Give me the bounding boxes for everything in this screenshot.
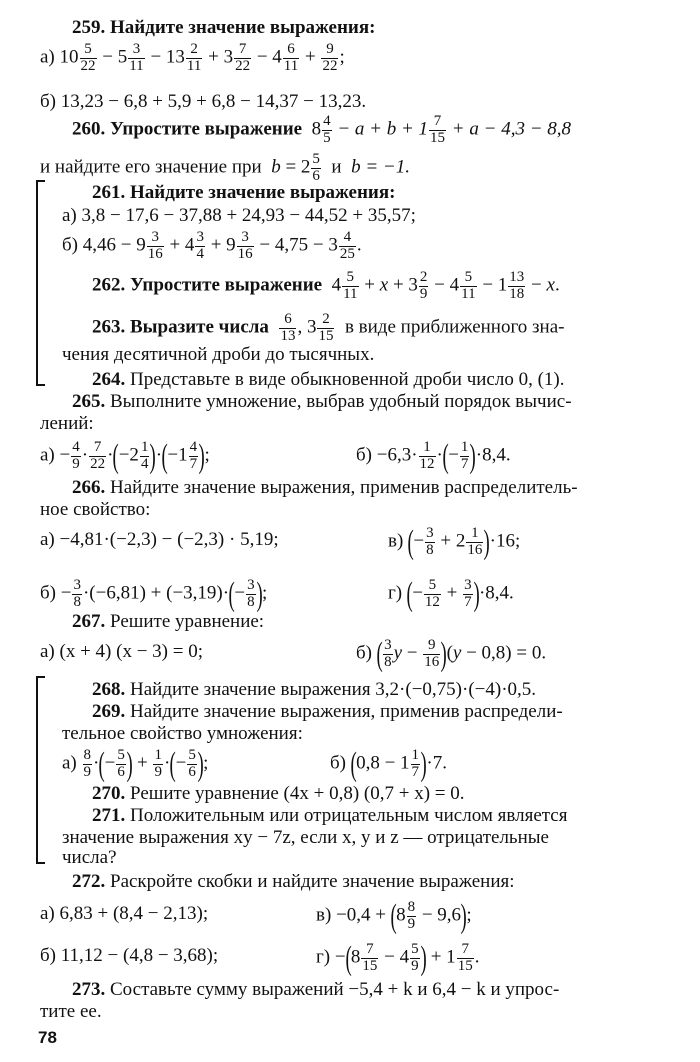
problem-269-line2: тельное свойство умножения: xyxy=(62,723,303,744)
problem-272-a: а) 6,83 + (8,4 − 2,13); xyxy=(40,903,209,924)
label-v: в) xyxy=(316,904,332,926)
problem-number: 273. xyxy=(72,979,106,1000)
problem-259-title: 259. Найдите значение выражения: xyxy=(72,17,376,38)
label-b: б) xyxy=(356,642,372,664)
expression-part: − a + b + 1 xyxy=(337,118,429,140)
problem-number: 267. xyxy=(72,611,106,632)
problem-267-a: а) (x + 4) (x − 3) = 0; xyxy=(40,641,203,662)
problem-260-title: 260. Упростите выражение xyxy=(72,118,303,140)
problem-260-line1: 260. Упростите выражение 8 $\frac{4}{5}$ − a + b + 1 $\frac{7}{15}$ + a − 4,3 − 8,8 xyxy=(72,113,572,146)
problem-260-line2: и найдите его значение при b = 2 $\frac{5}{6}$ и b = −1. xyxy=(40,151,410,184)
label-b: б) xyxy=(40,582,56,604)
text: и xyxy=(331,156,342,178)
problem-259-a: а) 10 $\frac{5}{22}$ − 5 $\frac{3}{11}$ − 13 $\frac{2}{11}$ + 3 $\frac{7}{22}$ − 4 $\frac{6}{11}$ + $\frac{9}{22}$ ; xyxy=(40,41,345,74)
problem-267-b: б) ( $\frac{3}{8}$ y − $\frac{9}{16}$ )(y − 0,8) = 0. xyxy=(356,635,547,673)
problem-number: 271. xyxy=(92,805,126,826)
problem-number: 261. xyxy=(92,182,126,203)
label-b: б) xyxy=(40,91,56,112)
problem-number: 272. xyxy=(72,871,106,892)
label-v: в) xyxy=(388,530,404,552)
problem-269-b: б) (0,8 − 1 $\frac{1}{7}$ )·7. xyxy=(330,745,447,783)
problem-262-title: 262. Упростите выражение xyxy=(92,274,323,296)
problem-number: 270. xyxy=(92,783,126,804)
problem-263-line1: 263. Выразите числа $\frac{6}{13}$ , 3 $\frac{2}{15}$ в виде приближенного зна- xyxy=(92,311,565,344)
problem-number: 268. xyxy=(92,679,126,700)
problem-273-line1: 273. Составьте сумму выражений −5,4 + k и 6,4 − k и упрос- xyxy=(72,979,560,1000)
problem-265-b: б) −6,3· $\frac{1}{12}$ ·(− $\frac{1}{7}$ )·8,4. xyxy=(356,437,511,475)
section-bracket xyxy=(36,676,45,864)
problem-273-line2: тите ее. xyxy=(40,1001,102,1022)
problem-270: 270. Решите уравнение (4x + 0,8) (0,7 + x) = 0. xyxy=(92,783,465,804)
problem-263-line2: чения десятичной дроби до тысячных. xyxy=(62,344,375,365)
problem-269-a: а) $\frac{8}{9}$ ·(− $\frac{5}{6}$ ) + $\frac{1}{9}$ ·(− $\frac{5}{6}$ ); xyxy=(62,745,209,783)
label-b: б) xyxy=(62,234,78,256)
problem-number: 264. xyxy=(92,369,126,390)
problem-263-title: 263. Выразите числа xyxy=(92,316,269,338)
problem-262: 262. Упростите выражение 4 $\frac{5}{11}$ + x + 3 $\frac{2}{9}$ − 4 $\frac{5}{11}$ − 1 $\frac{13}{18}$ − x. xyxy=(92,269,560,302)
problem-number: 265. xyxy=(72,391,106,412)
label-g: г) xyxy=(316,946,331,968)
text: в виде приближенного зна- xyxy=(344,316,565,338)
problem-number: 266. xyxy=(72,477,106,498)
problem-266-line2: ное свойство: xyxy=(40,499,151,520)
problem-266-title: 266. Найдите значение выражения, применив распределитель- xyxy=(72,477,578,498)
problem-number: 269. xyxy=(92,701,126,722)
problem-272-v: в) −0,4 + (8 $\frac{8}{9}$ − 9,6); xyxy=(316,897,472,935)
label-a: а) xyxy=(62,752,77,774)
problem-266-g: г) (− $\frac{5}{12}$ + $\frac{3}{7}$ )·8,4. xyxy=(388,575,514,613)
label-b: б) xyxy=(330,752,346,774)
expression-part: + a − 4,3 − 8,8 xyxy=(451,118,572,140)
label-g: г) xyxy=(388,582,403,604)
label-a: а) xyxy=(40,444,55,466)
problem-265-a: а) − $\frac{4}{9}$ · $\frac{7}{22}$ ·(−2 $\frac{1}{4}$ )·(−1 $\frac{4}{7}$ ); xyxy=(40,437,210,475)
label-a: а) xyxy=(40,46,55,68)
problem-266-v: в) (− $\frac{3}{8}$ + 2 $\frac{1}{16}$ )·16; xyxy=(388,523,521,561)
problem-266-b: б) − $\frac{3}{8}$ ·(−6,81) + (−3,19)·(− $\frac{3}{8}$ ); xyxy=(40,575,268,613)
text: и найдите его значение при xyxy=(40,156,262,178)
problem-264: 264. Представьте в виде обыкновенной дроби число 0, (1). xyxy=(92,369,565,390)
problem-number: 259. xyxy=(72,17,106,38)
problem-266-a: а) −4,81·(−2,3) − (−2,3) · 5,19; xyxy=(40,529,279,550)
text: b = −1. xyxy=(351,156,410,178)
problem-271-line1: 271. Положительным или отрицательным числом является xyxy=(92,805,568,826)
label-b: б) xyxy=(356,444,372,466)
problem-265-title: 265. Выполните умножение, выбрав удобный порядок вычис- xyxy=(72,391,572,412)
problem-272-g: г) −(8 $\frac{7}{15}$ − 4 $\frac{5}{9}$ ) + 1 $\frac{7}{15}$ . xyxy=(316,939,480,977)
expression: 13,23 − 6,8 + 5,9 + 6,8 − 14,37 − 13,23. xyxy=(60,91,367,112)
problem-261-b: б) 4,46 − 9 $\frac{3}{16}$ + 4 $\frac{3}{4}$ + 9 $\frac{3}{16}$ − 4,75 − 3 $\frac{4}{25}$ . xyxy=(62,229,362,262)
problem-271-line2: значение выражения xy − 7z, если x, y и z — отрицательные xyxy=(62,827,549,848)
problem-259-b xyxy=(40,92,366,111)
problem-272-title: 272. Раскройте скобки и найдите значение выражения: xyxy=(72,871,515,892)
problem-267-title: 267. Решите уравнение: xyxy=(72,611,265,632)
section-bracket xyxy=(36,180,45,386)
problem-261-title: 261. Найдите значение выражения: xyxy=(92,182,396,203)
problem-number: 262. xyxy=(92,274,126,296)
problem-272-b: б) 11,12 − (4,8 − 3,68); xyxy=(40,945,219,966)
problem-number: 263. xyxy=(92,316,126,338)
problem-261-a: а) 3,8 − 17,6 − 37,88 + 24,93 − 44,52 + 35,57; xyxy=(62,205,416,226)
problem-271-line3: числа? xyxy=(62,847,117,868)
problem-269-title: 269. Найдите значение выражения, применив распредели- xyxy=(92,701,563,722)
page-number: 78 xyxy=(38,1028,57,1047)
problem-number: 260. xyxy=(72,118,106,140)
problem-265-line2: лений: xyxy=(40,413,94,434)
problem-268: 268. Найдите значение выражения 3,2·(−0,75)·(−4)·0,5. xyxy=(92,679,537,700)
